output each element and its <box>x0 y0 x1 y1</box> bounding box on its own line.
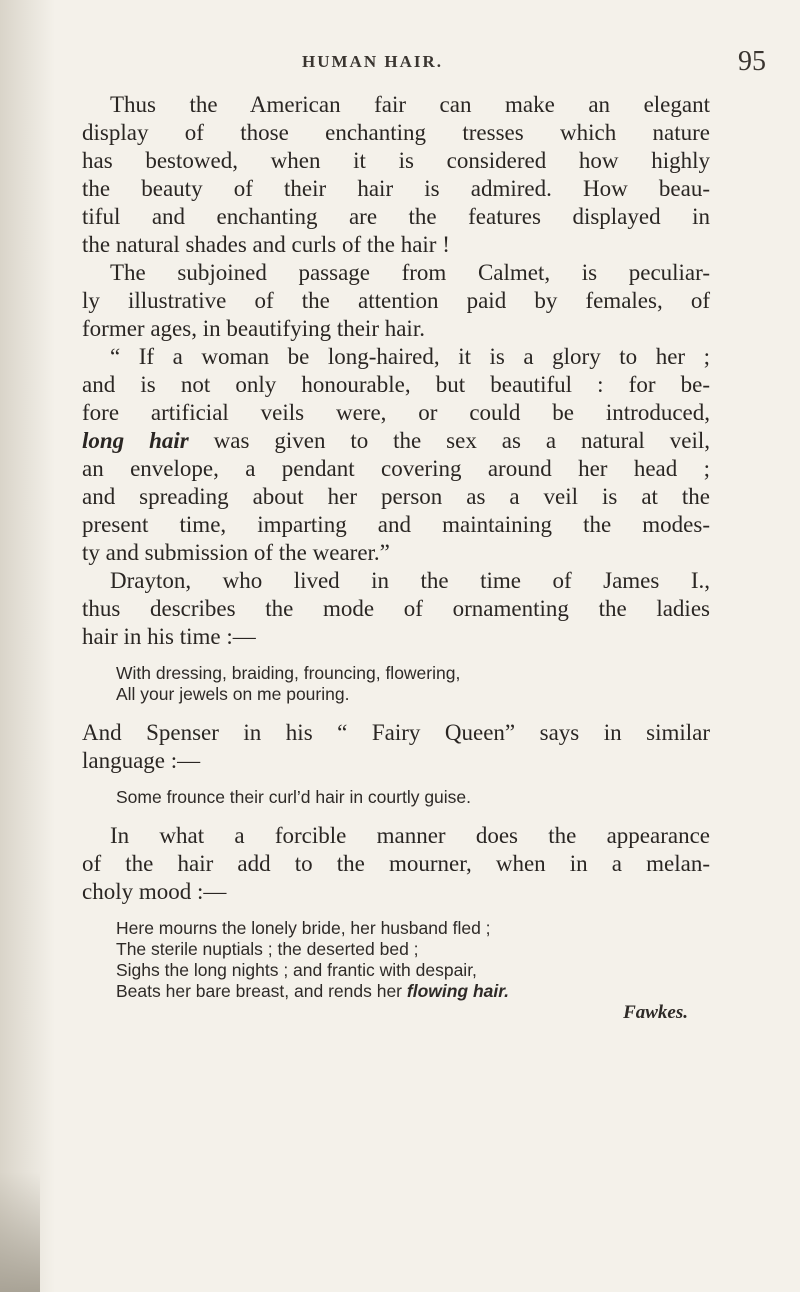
text-line: The subjoined passage from Calmet, is peculiar- <box>110 260 710 285</box>
text-line: hair in his time :— <box>82 624 256 649</box>
italic-phrase: flowing hair. <box>406 981 509 1001</box>
verse-line: All your jewels on me pouring. <box>116 684 350 704</box>
text-line: and spreading about her person as a veil is at the <box>82 484 710 509</box>
verse-fawkes <box>82 918 710 1023</box>
text-line: and is not only honourable, but beautiful : for be- <box>82 372 710 397</box>
paragraph-american-fair <box>82 91 710 259</box>
verse-line <box>82 981 710 1002</box>
text-line: of the hair add to the mourner, when in a melan- <box>82 851 710 876</box>
text-line: In what a forcible manner does the appearance <box>110 823 710 848</box>
text-line <box>82 427 710 455</box>
verse-attribution: Fawkes. <box>623 1002 688 1023</box>
verse-spenser <box>82 787 710 808</box>
verse-line: Here mourns the lonely bride, her husband fled ; <box>116 918 491 938</box>
paragraph-mourner <box>82 822 710 906</box>
text-line: “ If a woman be long-haired, it is a glory to her ; <box>110 344 710 369</box>
page-number: 95 <box>738 46 766 77</box>
text-line: ty and submission of the wearer.” <box>82 540 390 565</box>
verse-line: Some frounce their curl’d hair in courtly guise. <box>116 787 472 807</box>
paragraph-calmet-intro <box>82 259 710 343</box>
paragraph-spenser <box>82 719 710 775</box>
text-line: has bestowed, when it is considered how highly <box>82 148 710 173</box>
text-line: the natural shades and curls of the hair ! <box>82 232 450 257</box>
italic-phrase: long hair <box>82 428 189 453</box>
text-fragment: was given to the sex as a natural veil, <box>188 428 710 453</box>
text-line: ly illustrative of the attention paid by females, of <box>82 288 710 313</box>
verse-line: With dressing, braiding, frouncing, flowering, <box>116 663 461 683</box>
text-line: Thus the American fair can make an elegant <box>110 92 710 117</box>
text-fragment: Beats her bare breast, and rends her <box>116 981 407 1001</box>
text-line: present time, imparting and maintaining the modes- <box>82 512 710 537</box>
verse-line: The sterile nuptials ; the deserted bed ; <box>116 939 419 959</box>
text-line: choly mood :— <box>82 879 227 904</box>
paragraph-drayton <box>82 567 710 651</box>
page-gutter-shadow <box>0 0 55 1292</box>
page-body <box>82 91 710 1037</box>
text-line: And Spenser in his “ Fairy Queen” says in similar <box>82 720 710 745</box>
text-line: thus describes the mode of ornamenting the ladies <box>82 596 710 621</box>
verse-line: Sighs the long nights ; and frantic with despair, <box>116 960 477 980</box>
text-line: Drayton, who lived in the time of James I., <box>110 568 710 593</box>
verse-drayton <box>82 663 710 705</box>
running-title: HUMAN HAIR. <box>302 52 443 71</box>
text-line: fore artificial veils were, or could be introduced, <box>82 400 710 425</box>
text-line: former ages, in beautifying their hair. <box>82 316 425 341</box>
text-line: display of those enchanting tresses which nature <box>82 120 710 145</box>
quotation-calmet <box>82 343 710 567</box>
page-corner-shadow <box>0 1172 40 1292</box>
text-line: language :— <box>82 748 201 773</box>
text-line: an envelope, a pendant covering around her head ; <box>82 456 710 481</box>
text-line: the beauty of their hair is admired. How beau- <box>82 176 710 201</box>
text-line: tiful and enchanting are the features displayed in <box>82 204 710 229</box>
